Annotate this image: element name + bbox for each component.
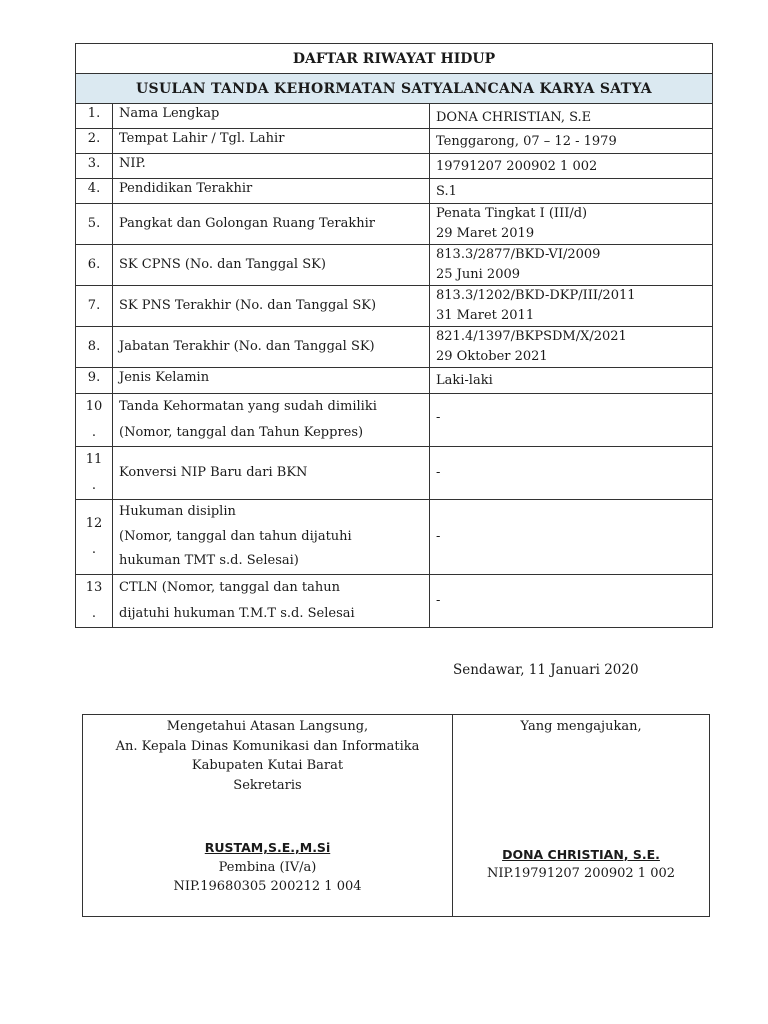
table-row (76, 394, 713, 447)
row-label: CTLN (Nomor, tanggal dan tahun dijatuhi hukuman T.M.T s.d. Selesai (113, 574, 430, 627)
row-value: Penata Tingkat I (III/d) 29 Maret 2019 (430, 204, 713, 245)
row-label: Jenis Kelamin (113, 368, 430, 394)
supervisor-signature-block (83, 715, 453, 917)
row-label: Konversi NIP Baru dari BKN (113, 447, 430, 500)
table-row (76, 129, 713, 154)
row-value: 821.4/1397/BKPSDM/X/2021 29 Oktober 2021 (430, 327, 713, 368)
row-number: 3. (76, 154, 113, 179)
table-row (76, 104, 713, 129)
row-label: Nama Lengkap (113, 104, 430, 129)
applicant-signature-block (453, 715, 710, 917)
row-number: 13 . (76, 574, 113, 627)
table-row (76, 368, 713, 394)
row-number: 7. (76, 286, 113, 327)
row-value: - (430, 394, 713, 447)
table-row (76, 327, 713, 368)
row-value: Tenggarong, 07 – 12 - 1979 (430, 129, 713, 154)
document-title: DAFTAR RIWAYAT HIDUP (76, 44, 713, 74)
row-number: 6. (76, 245, 113, 286)
supervisor-rank: Pembina (IV/a) (218, 859, 317, 875)
table-row (76, 500, 713, 575)
row-number: 4. (76, 179, 113, 204)
supervisor-nip: NIP.19680305 200212 1 004 (173, 879, 362, 894)
row-value: - (430, 574, 713, 627)
biodata-table (75, 43, 713, 628)
row-number: 12 . (76, 500, 113, 575)
row-number: 9. (76, 368, 113, 394)
row-value: - (430, 447, 713, 500)
row-label: SK PNS Terakhir (No. dan Tanggal SK) (113, 286, 430, 327)
place-date: Sendawar, 11 Januari 2020 (453, 662, 639, 678)
row-label: Tanda Kehormatan yang sudah dimiliki (Nomor, tanggal dan Tahun Keppres) (113, 394, 430, 447)
table-row (76, 204, 713, 245)
applicant-nip: NIP.19791207 200902 1 002 (486, 866, 676, 881)
table-row (76, 447, 713, 500)
table-row (76, 286, 713, 327)
row-number: 5. (76, 204, 113, 245)
row-number: 11 . (76, 447, 113, 500)
row-number: 10 . (76, 394, 113, 447)
row-label: Tempat Lahir / Tgl. Lahir (113, 129, 430, 154)
supervisor-office: An. Kepala Dinas Komunikasi dan Informatika (115, 738, 420, 754)
supervisor-heading: Mengetahui Atasan Langsung, (166, 719, 369, 734)
row-value: Laki-laki (430, 368, 713, 394)
row-label: SK CPNS (No. dan Tanggal SK) (113, 245, 430, 286)
row-value: 813.3/1202/BKD-DKP/III/2011 31 Maret 2011 (430, 286, 713, 327)
row-value: S.1 (430, 179, 713, 204)
row-label: Pangkat dan Golongan Ruang Terakhir (113, 204, 430, 245)
row-number: 8. (76, 327, 113, 368)
table-row (76, 154, 713, 179)
row-value: DONA CHRISTIAN, S.E (430, 104, 713, 129)
signature-table (82, 714, 710, 917)
supervisor-region: Kabupaten Kutai Barat (191, 758, 344, 773)
row-value: 813.3/2877/BKD-VI/2009 25 Juni 2009 (430, 245, 713, 286)
document-subtitle: USULAN TANDA KEHORMATAN SATYALANCANA KARYA SATYA (76, 74, 713, 104)
row-value: 19791207 200902 1 002 (430, 154, 713, 179)
applicant-heading: Yang mengajukan, (520, 719, 642, 734)
subtitle-row (76, 74, 713, 104)
row-value: - (430, 500, 713, 575)
table-row (76, 179, 713, 204)
title-row (76, 44, 713, 74)
row-label: Jabatan Terakhir (No. dan Tanggal SK) (113, 327, 430, 368)
table-row (76, 574, 713, 627)
applicant-name: DONA CHRISTIAN, S.E. (502, 846, 660, 862)
supervisor-position: Sekretaris (233, 777, 302, 793)
row-label: Hukuman disiplin (Nomor, tanggal dan tahun dijatuhi hukuman TMT s.d. Selesai) (113, 500, 430, 575)
row-label: Pendidikan Terakhir (113, 179, 430, 204)
row-number: 2. (76, 129, 113, 154)
row-number: 1. (76, 104, 113, 129)
row-label: NIP. (113, 154, 430, 179)
supervisor-name: RUSTAM,S.E.,M.Si (204, 840, 331, 855)
table-row (76, 245, 713, 286)
